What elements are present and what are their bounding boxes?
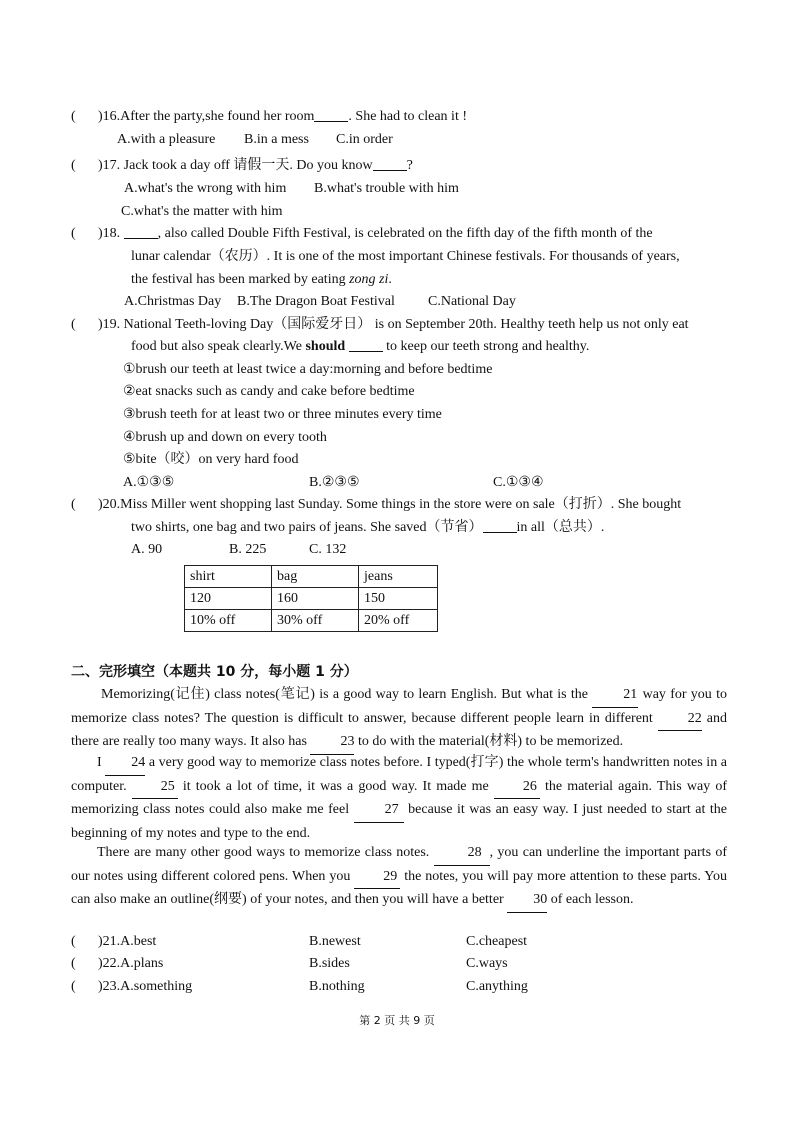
q19-item-5: ⑤bite（咬）on very hard food (123, 452, 299, 467)
table-cell: 30% off (272, 610, 359, 632)
passage-text: to do with the material(材料) to be memorized. (354, 734, 624, 750)
q19-line2-text: food but also speak clearly.We (131, 339, 306, 354)
q19-should: should (305, 339, 346, 354)
q18-line2: lunar calendar（农历）. It is one of the most important Chinese festivals. For thousands of years, (131, 249, 680, 264)
page-footer: 第 2 页 共 9 页 (359, 1014, 435, 1027)
passage-text: There are many other good ways to memorize class notes. (97, 845, 434, 860)
q18-option-b: B.The Dragon Boat Festival (237, 294, 395, 309)
q18-line3 (131, 271, 392, 289)
q17-option-b: B.what's trouble with him (314, 181, 459, 196)
table-row (185, 610, 438, 632)
passage-text: and there are really too many ways. It also has (71, 710, 728, 750)
table-cell: 150 (359, 588, 438, 610)
q22-option-c: C.ways (466, 956, 508, 971)
q20-line2 (131, 519, 604, 537)
q18-zongzi: zong zi (349, 272, 389, 287)
passage-text: , you can underline the important parts of our notes using different colored pens. When you (71, 845, 727, 884)
q17-stem (98, 157, 413, 175)
q19-item-4: ④brush up and down on every tooth (123, 430, 327, 445)
passage-text: Memorizing(记住) class notes(笔记) is a good way to learn English. But what is the (101, 687, 593, 702)
q17-option-a: A.what's the wrong with him (124, 181, 287, 196)
cloze-blank-26[interactable]: 26 (494, 776, 540, 800)
q21-paren: ( (71, 934, 76, 949)
q17-option-c: C.what's the matter with him (121, 204, 283, 219)
q20-option-a: A. 90 (131, 542, 163, 557)
q22-option-b: B.sides (309, 956, 350, 971)
passage-text: way for you to memorize class notes? The question is difficult to answer, because different people learn in different (71, 687, 727, 726)
cloze-blank-23[interactable]: 23 (310, 731, 354, 755)
q18-line3-text: the festival has been marked by eating (131, 272, 350, 287)
q19-option-a: A.①③⑤ (123, 475, 175, 490)
q16-option-b: B.in a mess (244, 132, 309, 147)
q18-num: )18. (98, 226, 124, 241)
passage-text: I (97, 755, 106, 770)
passage-text: the notes, you will pay more attention to these parts. You can also make an outline(纲要) of your notes, and then you will have a better (71, 868, 727, 908)
q19-item-2: ②eat snacks such as candy and cake before bedtime (123, 384, 415, 399)
q16-paren: ( (71, 109, 76, 124)
table-cell: 20% off (359, 610, 438, 632)
table-cell: bag (272, 566, 359, 588)
table-cell: shirt (185, 566, 272, 588)
cloze-blank-24[interactable]: 24 (105, 752, 145, 776)
cloze-blank-25[interactable]: 25 (132, 776, 178, 800)
q18-option-a: A.Christmas Day (124, 294, 222, 309)
cloze-blank-28[interactable]: 28 (434, 842, 490, 866)
table-cell: jeans (359, 566, 438, 588)
q20-line2-end: in all（总共）. (516, 520, 605, 535)
q17-text-end: ? (406, 158, 413, 173)
q21-option-c: C.cheapest (466, 934, 528, 949)
q19-paren: ( (71, 317, 76, 332)
q19-line2 (131, 338, 589, 356)
q22-option-a: )22.A.plans (98, 956, 164, 971)
q23-option-a: )23.A.something (98, 979, 193, 994)
passage-paragraph-2 (71, 752, 727, 845)
q19-line2-end: to keep our teeth strong and healthy. (382, 339, 590, 354)
table-row (185, 566, 438, 588)
q21-option-b: B.newest (309, 934, 361, 949)
table-cell: 160 (272, 588, 359, 610)
cloze-blank-29[interactable]: 29 (354, 866, 400, 890)
q18-line3-end: . (388, 272, 392, 287)
q20-line2-text: two shirts, one bag and two pairs of jeans. She saved（节省） (131, 520, 483, 535)
q23-option-c: C.anything (466, 979, 528, 994)
q18-option-c: C.National Day (428, 294, 516, 309)
q20-option-c: C. 132 (309, 542, 347, 557)
section-title: 二、完形填空（本题共 10 分，每小题 1 分） (71, 664, 358, 680)
q23-option-b: B.nothing (309, 979, 365, 994)
cloze-blank-21[interactable]: 21 (592, 684, 638, 708)
table-cell: 10% off (185, 610, 272, 632)
q16-text: )16.After the party,she found her room (98, 109, 315, 124)
passage-paragraph-1 (71, 684, 727, 755)
price-table (184, 565, 438, 632)
q17-text: )17. Jack took a day off 请假一天. Do you know (98, 158, 373, 173)
q18-text: , also called Double Fifth Festival, is celebrated on the fifth day of the fifth month of the (157, 226, 653, 241)
q16-option-a: A.with a pleasure (117, 132, 216, 147)
q16-stem (98, 108, 467, 126)
q19-option-c: C.①③④ (493, 475, 544, 490)
cloze-blank-27[interactable]: 27 (354, 799, 404, 823)
q20-blank[interactable] (483, 519, 517, 533)
q18-paren: ( (71, 226, 76, 241)
q23-paren: ( (71, 979, 76, 994)
q19-item-1: ①brush our teeth at least twice a day:morning and before bedtime (123, 362, 493, 377)
q19-line1: )19. National Teeth-loving Day（国际爱牙日） is on September 20th. Healthy teeth help us not only eat (98, 317, 689, 332)
q20-line1: )20.Miss Miller went shopping last Sunday. Some things in the store were on sale（打折）. She bought (98, 497, 682, 512)
passage-paragraph-3 (71, 842, 727, 913)
q19-item-3: ③brush teeth for at least two or three minutes every time (123, 407, 442, 422)
q18-stem (98, 225, 653, 243)
q22-paren: ( (71, 956, 76, 971)
cloze-blank-30[interactable]: 30 (507, 889, 547, 913)
table-cell: 120 (185, 588, 272, 610)
q17-paren: ( (71, 158, 76, 173)
passage-text: of each lesson. (547, 892, 634, 908)
passage-text: the material again. This way of memorizing class notes could also make me feel (71, 778, 727, 818)
q20-option-b: B. 225 (229, 542, 267, 557)
passage-text: it took a lot of time, it was a good way. It made me (177, 778, 494, 794)
q16-text-end: . She had to clean it ! (348, 109, 467, 124)
q19-blank[interactable] (349, 338, 383, 352)
q18-blank[interactable] (124, 225, 158, 239)
table-row (185, 588, 438, 610)
q16-blank[interactable] (314, 108, 348, 122)
q20-paren: ( (71, 497, 76, 512)
q21-option-a: )21.A.best (98, 934, 157, 949)
passage-text: a very good way to memorize class notes before. I typed(打字) the whole term's handwritten notes in a computer. (71, 755, 727, 794)
q16-option-c: C.in order (336, 132, 393, 147)
cloze-blank-22[interactable]: 22 (658, 708, 702, 732)
q17-blank[interactable] (373, 157, 407, 171)
q19-option-b: B.②③⑤ (309, 475, 360, 490)
passage-text: because it was an easy way. I just needed to start at the beginning of my notes and type to the end. (71, 802, 727, 841)
